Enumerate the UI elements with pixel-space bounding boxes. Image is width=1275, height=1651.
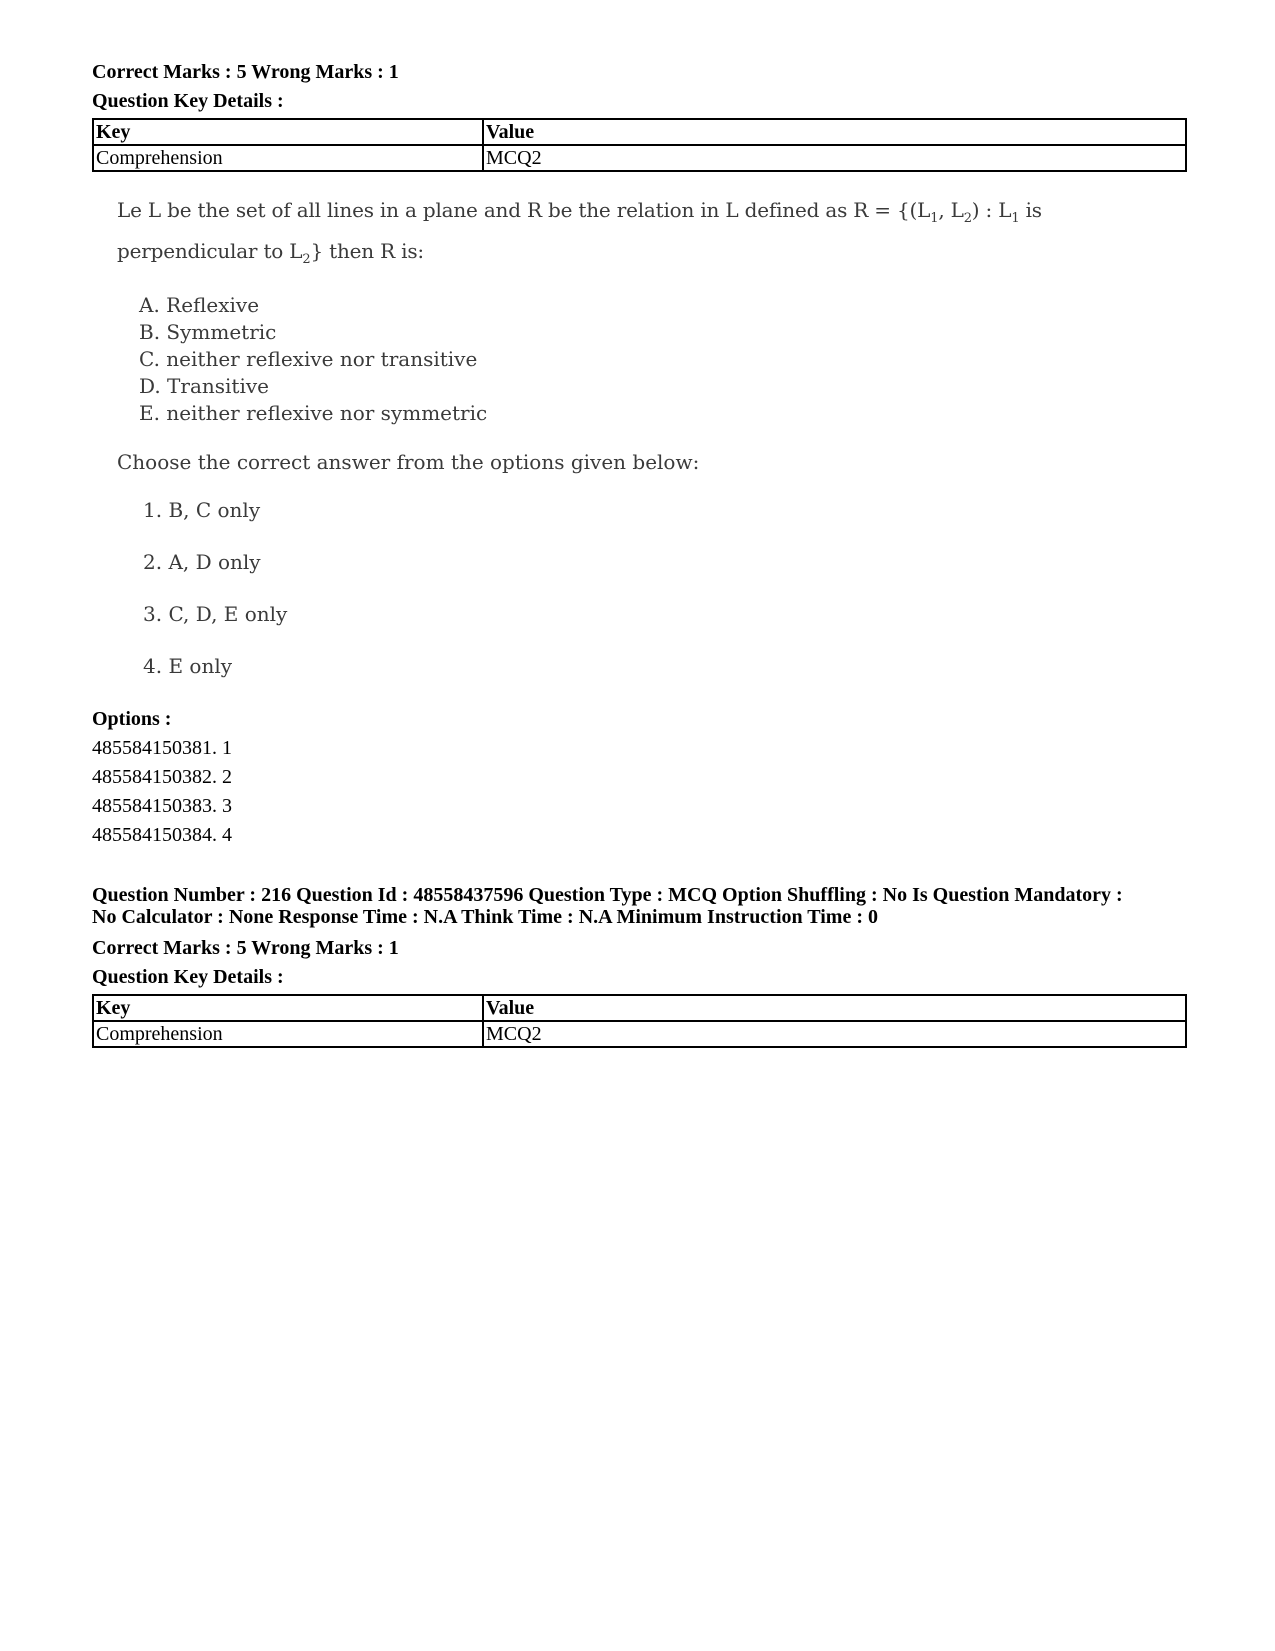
list-item: 3. C, D, E only (143, 602, 288, 626)
question-instruction: Choose the correct answer from the options given below: (117, 450, 700, 474)
question-image (117, 194, 1147, 680)
choice-list (143, 497, 1147, 680)
statement-list (139, 292, 1147, 427)
key-details-heading: Question Key Details : (92, 966, 284, 988)
document-page (92, 58, 1187, 1048)
option-item: 485584150381. 1 (92, 737, 232, 759)
option-item: 485584150382. 2 (92, 766, 232, 788)
key-details-heading: Question Key Details : (92, 90, 284, 112)
list-item: A. Reflexive (139, 293, 260, 317)
list-item: D. Transitive (139, 374, 269, 398)
table-cell-key: Comprehension (93, 1021, 483, 1047)
table-row (93, 1021, 1186, 1047)
table-header-value: Value (483, 119, 1186, 145)
table-row (93, 145, 1186, 171)
table-header-key: Key (93, 119, 483, 145)
option-item: 485584150384. 4 (92, 824, 232, 846)
option-item: 485584150383. 3 (92, 795, 232, 817)
question-meta (92, 884, 1187, 928)
list-item: 4. E only (143, 654, 233, 678)
question-stem: Le L be the set of all lines in a plane and R be the relation in L defined as $R = \{(L_1$, $L_2$) : $L_1$ is perpendicular to $L_2$} then R is: (117, 198, 1042, 267)
table-header-row (93, 119, 1186, 145)
list-item: 2. A, D only (143, 550, 261, 574)
key-details-table (92, 994, 1187, 1048)
options-list (92, 734, 1187, 850)
list-item: B. Symmetric (139, 320, 277, 344)
options-heading: Options : (92, 708, 172, 730)
table-cell-key: Comprehension (93, 145, 483, 171)
marks-line: Correct Marks : 5 Wrong Marks : 1 (92, 937, 399, 959)
table-header-key: Key (93, 995, 483, 1021)
question-meta-line: Question Number : 216 Question Id : 48558437596 Question Type : MCQ Option Shuffling : No Is Question Mandatory : (92, 884, 1123, 906)
list-item: E. neither reflexive nor symmetric (139, 401, 488, 425)
table-header-row (93, 995, 1186, 1021)
list-item: 1. B, C only (143, 498, 261, 522)
table-header-value: Value (483, 995, 1186, 1021)
table-cell-value: MCQ2 (483, 1021, 1186, 1047)
table-cell-value: MCQ2 (483, 145, 1186, 171)
key-details-table (92, 118, 1187, 172)
marks-line: Correct Marks : 5 Wrong Marks : 1 (92, 61, 399, 83)
list-item: C. neither reflexive nor transitive (139, 347, 478, 371)
question-meta-line: No Calculator : None Response Time : N.A Think Time : N.A Minimum Instruction Time : 0 (92, 906, 878, 928)
